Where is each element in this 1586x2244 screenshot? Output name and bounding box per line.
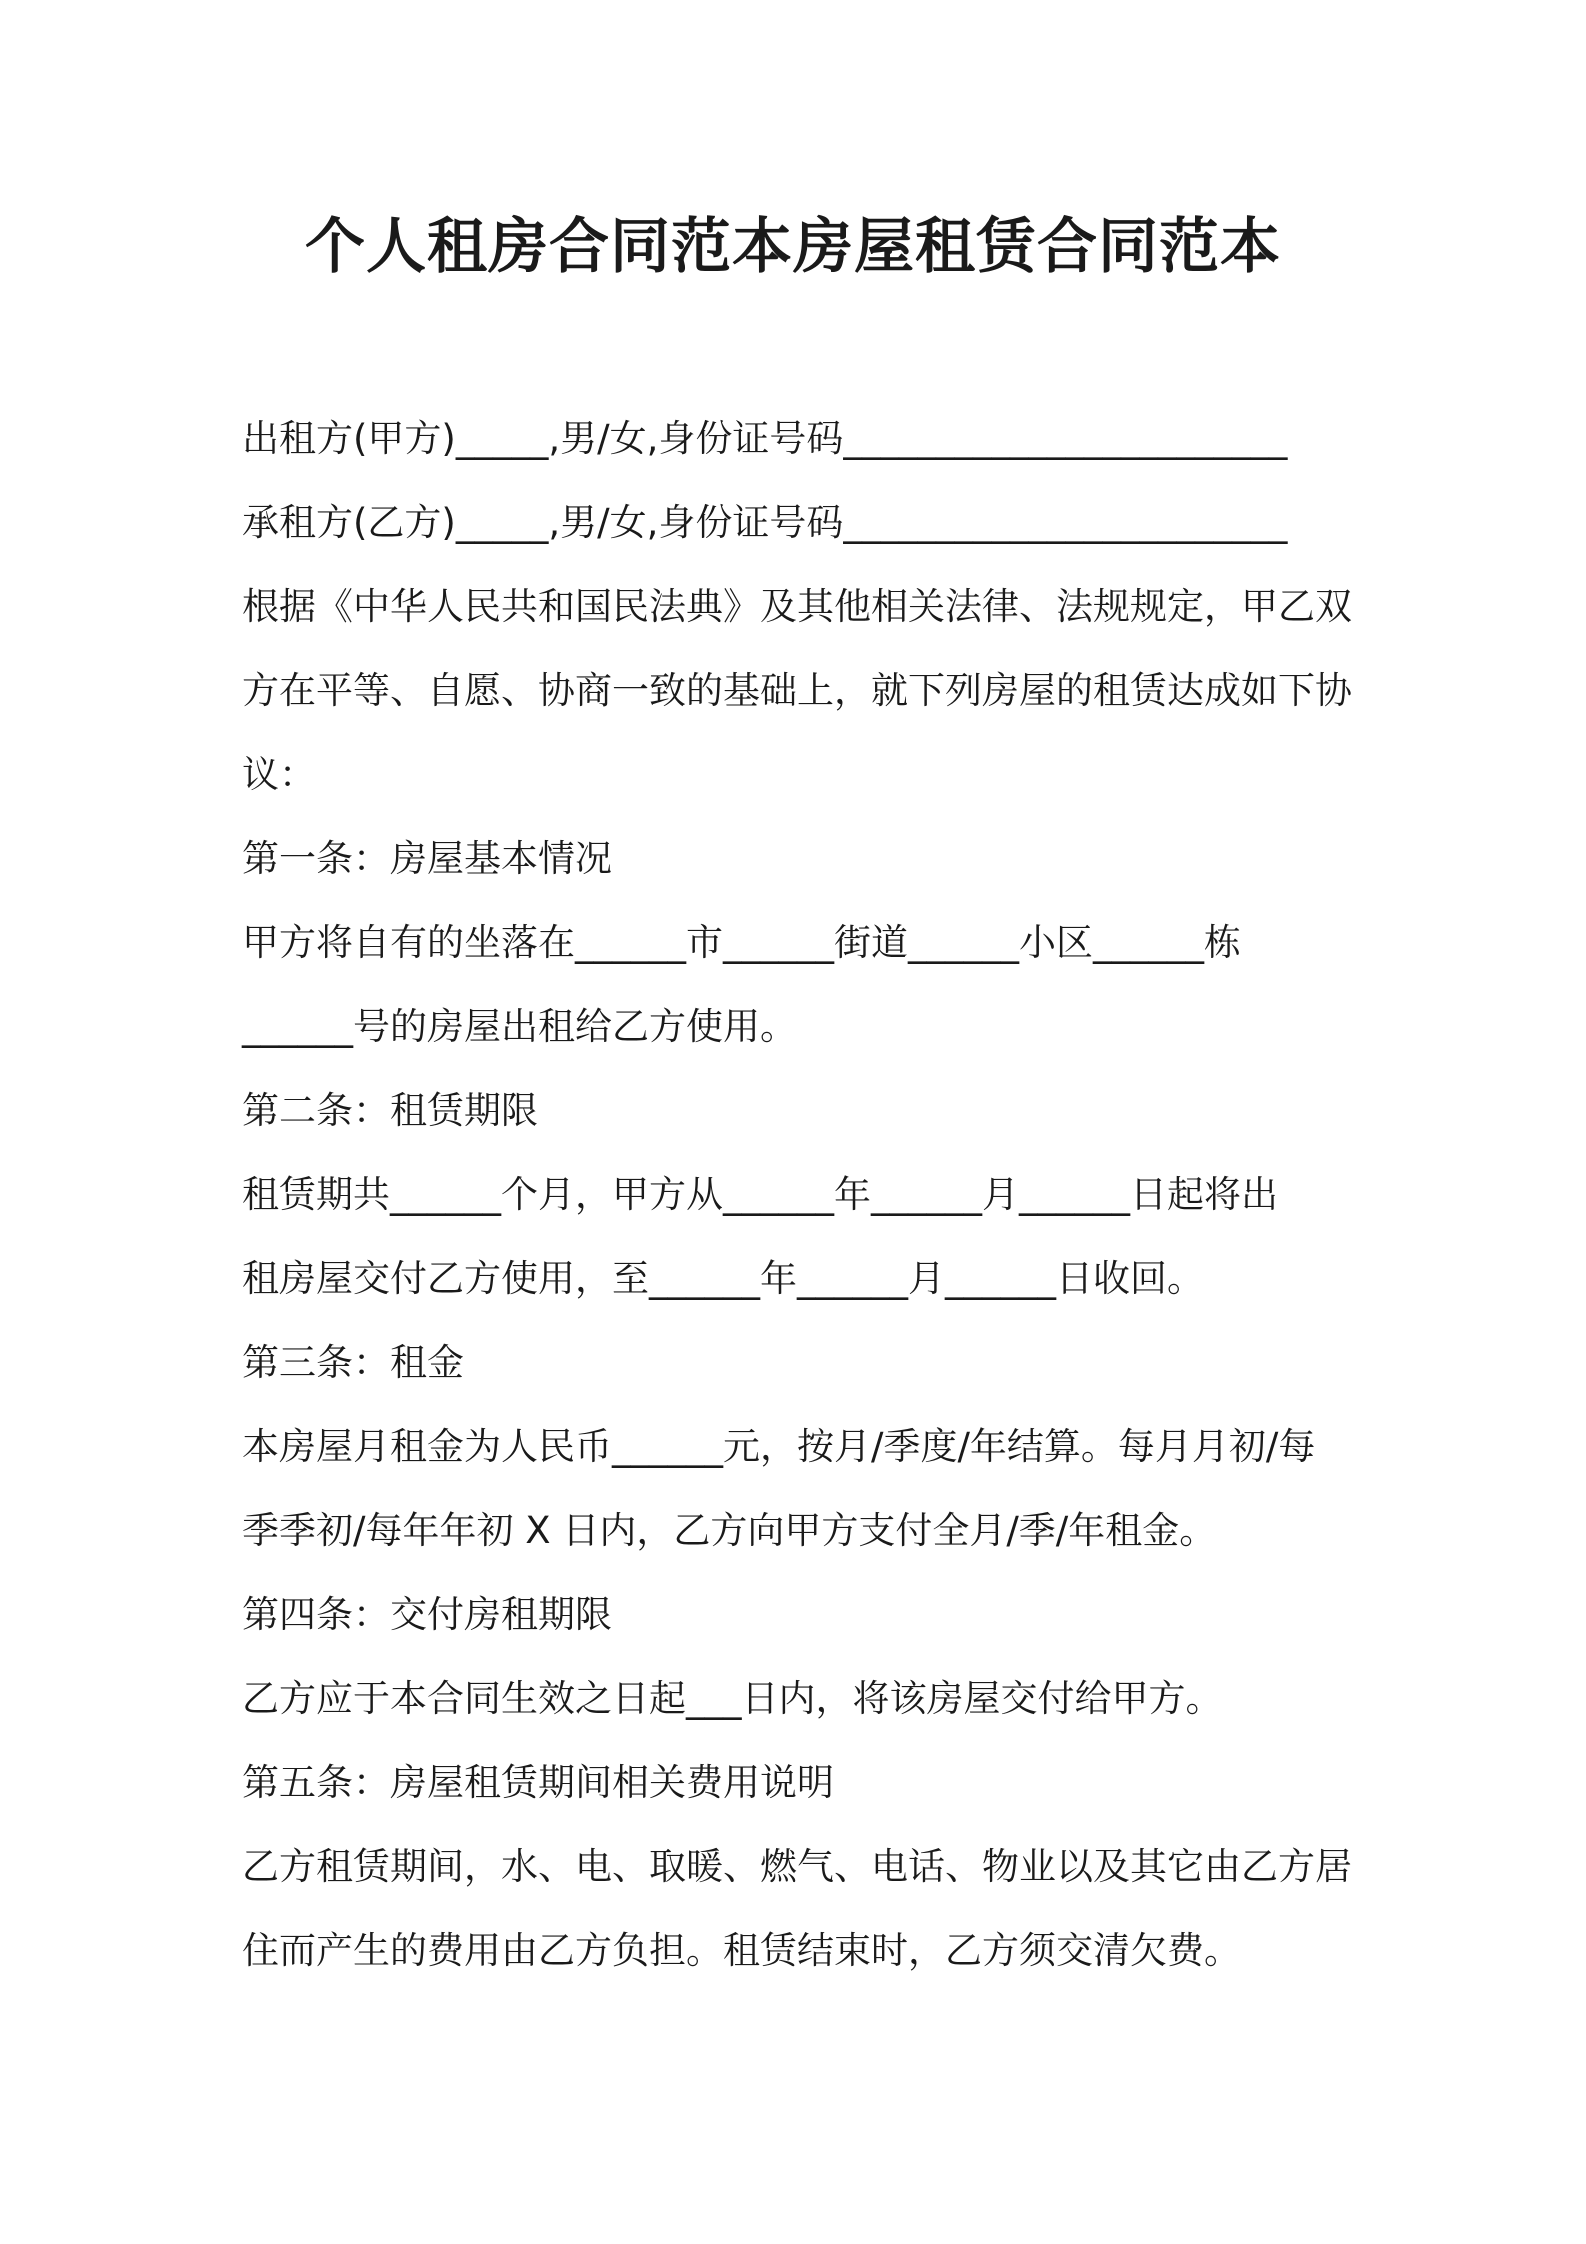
article-2-heading: 第二条：租赁期限 — [242, 1089, 538, 1132]
article-1-heading: 第一条：房屋基本情况 — [242, 837, 612, 880]
article-2-text-1: 租赁期共______个月，甲方从______年______月______日起将出 — [242, 1173, 1278, 1216]
lessor-line: 出租方(甲方)_____,男/女,身份证号码________________________ — [242, 417, 1288, 460]
article-1-text-1: 甲方将自有的坐落在______市______街道______小区______栋 — [242, 921, 1241, 964]
article-5-text-1: 乙方租赁期间，水、电、取暖、燃气、电话、物业以及其它由乙方居 — [242, 1845, 1352, 1888]
article-4-heading: 第四条：交付房租期限 — [242, 1593, 612, 1636]
article-3-heading: 第三条：租金 — [242, 1341, 464, 1384]
preamble-line-3: 议： — [242, 753, 316, 796]
article-1-text-2: ______号的房屋出租给乙方使用。 — [242, 1005, 797, 1048]
lessee-line: 承租方(乙方)_____,男/女,身份证号码________________________ — [242, 501, 1288, 544]
article-5-heading: 第五条：房屋租赁期间相关费用说明 — [242, 1761, 834, 1804]
preamble-line-2: 方在平等、自愿、协商一致的基础上，就下列房屋的租赁达成如下协 — [242, 669, 1352, 712]
article-4-text-1: 乙方应于本合同生效之日起___日内，将该房屋交付给甲方。 — [242, 1677, 1223, 1720]
preamble-line-1: 根据《中华人民共和国民法典》及其他相关法律、法规规定，甲乙双 — [242, 585, 1352, 628]
document-title: 个人租房合同范本房屋租赁合同范本 — [305, 212, 1281, 282]
article-2-text-2: 租房屋交付乙方使用，至______年______月______日收回。 — [242, 1257, 1204, 1300]
document-body — [242, 397, 1362, 1993]
article-3-text-1: 本房屋月租金为人民币______元，按月/季度/年结算。每月月初/每 — [242, 1425, 1316, 1468]
article-3-text-2: 季季初/每年年初 X 日内，乙方向甲方支付全月/季/年租金。 — [242, 1509, 1217, 1552]
article-5-text-2: 住而产生的费用由乙方负担。租赁结束时，乙方须交清欠费。 — [242, 1929, 1241, 1972]
